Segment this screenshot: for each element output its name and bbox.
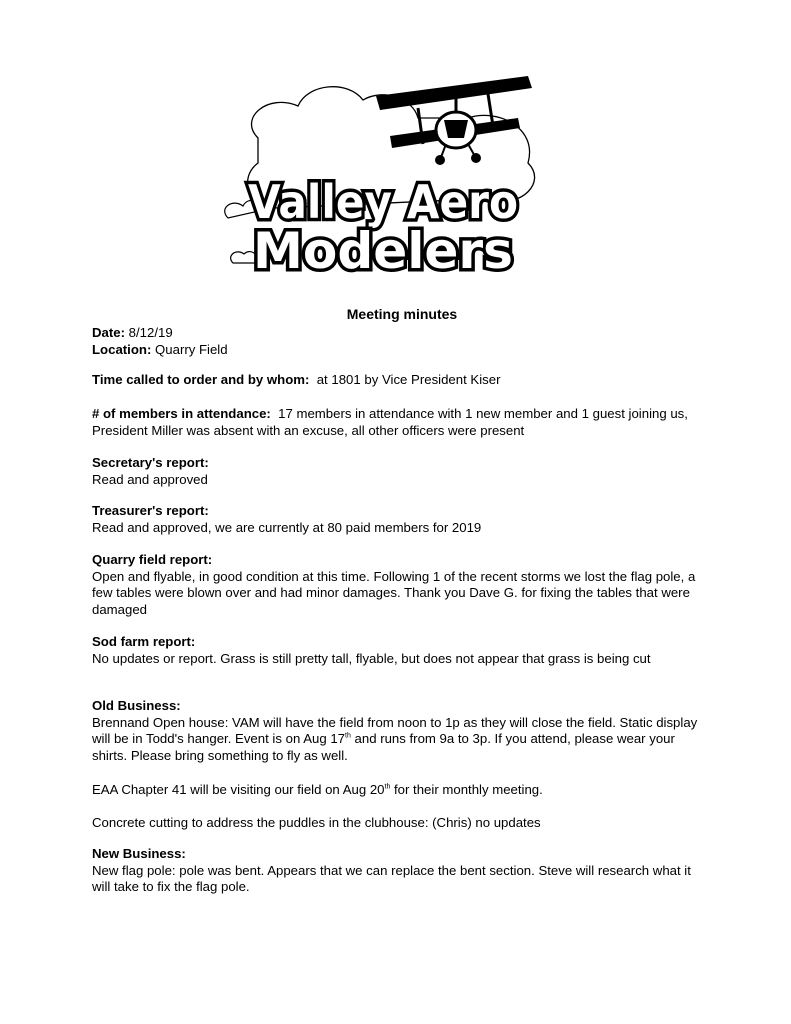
meta-block xyxy=(92,325,712,358)
old-business-section xyxy=(92,698,712,764)
old-business-item-1 xyxy=(92,715,712,765)
called-value: at 1801 by Vice President Kiser xyxy=(316,372,501,387)
old-business-heading: Old Business: xyxy=(92,698,181,713)
date-line xyxy=(92,325,712,342)
secretary-section xyxy=(92,455,712,488)
date-label: Date: xyxy=(92,325,125,340)
location-line xyxy=(92,342,712,359)
sod-heading: Sod farm report: xyxy=(92,634,196,649)
old-business-item-2 xyxy=(92,782,712,799)
quarry-text: Open and flyable, in good condition at this time. Following 1 of the recent storms we lost the flag pole, a few tables were blown over and had minor damages. Thank you Dave G. for fixing the tables that were damaged xyxy=(92,568,696,617)
secretary-heading: Secretary's report: xyxy=(92,455,209,470)
old-item-2-sup: th xyxy=(384,783,391,791)
club-logo xyxy=(218,68,548,283)
called-label: Time called to order and by whom: xyxy=(92,372,310,387)
logo-line-2: Modelers xyxy=(253,222,513,280)
biplane-logo-graphic xyxy=(218,68,548,283)
location-label: Location: xyxy=(92,341,152,357)
logo-line-1: Valley Aero xyxy=(248,175,518,229)
new-business-heading: New Business: xyxy=(92,846,186,861)
old-item-1-part-b: and runs from 9a to 3p. If you attend, please wear your shirts. Please bring something to fly as well. xyxy=(92,731,675,763)
members-block xyxy=(92,406,712,439)
old-item-1-part-a: Brennand Open house: VAM will have the field from noon to 1p as they will close the field. Static display will be in Todd's hanger. Event is on Aug 17 xyxy=(92,714,698,746)
called-block xyxy=(92,372,712,389)
treasurer-heading: Treasurer's report: xyxy=(92,503,209,518)
location-value: Quarry Field xyxy=(155,341,228,357)
old-item-1-sup: th xyxy=(345,732,351,740)
page-title: Meeting minutes xyxy=(346,306,458,322)
old-business-item-3 xyxy=(92,815,712,832)
old-item-2-part-a: EAA Chapter 41 will be visiting our field on Aug 20 xyxy=(92,782,385,797)
sod-text: No updates or report. Grass is still pretty tall, flyable, but does not appear that grass is being cut xyxy=(92,650,651,666)
treasurer-section xyxy=(92,503,712,536)
new-business-section xyxy=(92,846,712,896)
old-item-2-part-b: for their monthly meeting. xyxy=(390,782,543,797)
quarry-heading: Quarry field report: xyxy=(92,552,213,567)
secretary-text: Read and approved xyxy=(92,471,208,487)
sod-section xyxy=(92,634,712,667)
members-value: 17 members in attendance with 1 new member and 1 guest joining us, President Miller was absent with an excuse, all other officers were present xyxy=(92,406,688,438)
new-business-text: New flag pole: pole was bent. Appears that we can replace the bent section. Steve will research what it will take to fix the flag pole. xyxy=(92,862,691,894)
old-item-3-text: Concrete cutting to address the puddles in the clubhouse: (Chris) no updates xyxy=(92,815,541,830)
date-value: 8/12/19 xyxy=(128,325,173,340)
members-label: # of members in attendance: xyxy=(92,406,271,421)
quarry-section xyxy=(92,552,712,618)
treasurer-text: Read and approved, we are currently at 80 paid members for 2019 xyxy=(92,519,482,535)
